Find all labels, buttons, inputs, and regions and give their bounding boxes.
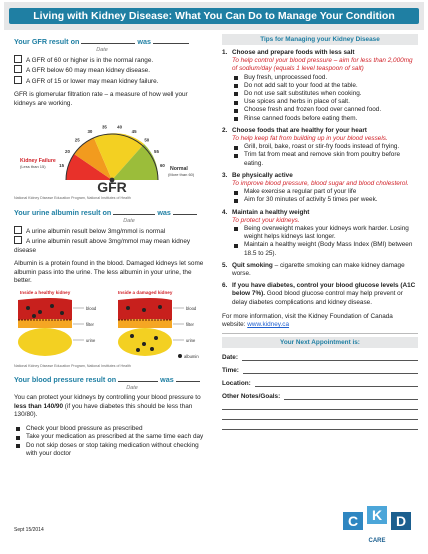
gauge-tick-label: 25 bbox=[74, 137, 80, 143]
bp-bullets bbox=[14, 425, 210, 459]
appointment-section bbox=[222, 333, 418, 430]
checkbox[interactable] bbox=[14, 226, 22, 234]
list-item: Check your blood pressure as prescribed bbox=[14, 425, 210, 433]
list-item: Maintain a healthy weight (Body Mass Index (BMI) between 18.5 to 25). bbox=[222, 241, 418, 257]
albumin-legend-dot bbox=[178, 354, 182, 358]
tip-title: Maintain a healthy weight bbox=[232, 208, 310, 216]
gauge-tick-label: 20 bbox=[65, 149, 70, 155]
gfr-credit: National Kidney Disease Education Program, National Institutes of Health bbox=[14, 196, 131, 201]
albumin-description: Albumin is a protein found in the blood. Damaged kidneys let some albumin pass into the urine. The less albumin in your urine, the better. bbox=[14, 260, 204, 285]
title-bar bbox=[4, 2, 424, 30]
appointment-header: Your Next Appointment is: bbox=[222, 337, 418, 348]
list-item: Do not skip doses or stop taking medication without checking with your doctor bbox=[14, 442, 210, 459]
bp-date-caption: Date bbox=[126, 385, 138, 392]
checkbox[interactable] bbox=[14, 55, 22, 63]
list-item: Being overweight makes your kidneys work harder. Losing weight helps kidneys last longer. bbox=[222, 225, 418, 241]
footer-date: Sept 15/2014 bbox=[14, 527, 44, 533]
gfr-item[interactable]: A GFR of 60 or higher is in the normal range. bbox=[14, 55, 210, 65]
gfr-date-blank[interactable] bbox=[81, 36, 135, 44]
checkbox[interactable] bbox=[14, 76, 22, 84]
list-item: Buy fresh, unprocessed food. bbox=[222, 74, 418, 82]
label-filter: filter bbox=[86, 322, 94, 328]
kidney-illustration bbox=[14, 288, 210, 362]
albumin-result-line bbox=[14, 207, 210, 217]
list-item: Trim fat from meat and remove skin from poultry before eating. bbox=[222, 151, 418, 167]
tip-goal: To improve blood pressure, blood sugar and blood cholesterol. bbox=[232, 180, 409, 188]
gauge-tick-label: 15 bbox=[59, 163, 65, 169]
albumin-date-caption: Date bbox=[123, 218, 135, 225]
appointment-date-field[interactable]: Date: bbox=[222, 354, 418, 361]
bp-result-label: Your blood pressure result on bbox=[14, 375, 117, 385]
notes-line[interactable] bbox=[222, 420, 418, 430]
label-urine-2: urine bbox=[186, 338, 196, 344]
info-text: For more information, visit the Kidney Foundation of Canada website: www.kidney.ca bbox=[222, 312, 393, 329]
bp-value-blank[interactable] bbox=[176, 374, 200, 382]
albumin-date-blank[interactable] bbox=[113, 207, 155, 215]
gauge-tick-label: 60 bbox=[159, 163, 165, 169]
gfr-value-blank[interactable] bbox=[153, 36, 189, 44]
svg-text:C: C bbox=[347, 513, 359, 529]
gauge-tick-label: 55 bbox=[154, 149, 159, 155]
gfr-item[interactable]: A GFR below 60 may mean kidney disease. bbox=[14, 65, 210, 75]
left-column bbox=[14, 36, 210, 458]
tip-item-2: 2. Choose foods that are healthy for your heart To help keep fat from building up in your blood vessels. bbox=[222, 127, 418, 143]
gauge-right-label: Normal bbox=[170, 166, 188, 173]
tip-item-1: 1. Choose and prepare foods with less salt To help control your blood pressure – aim for less than 2,000mg of sodium/day (equals 1 level teaspoon of salt) bbox=[222, 49, 418, 74]
tip-goal: To protect your kidneys. bbox=[232, 216, 300, 224]
albumin-value-blank[interactable] bbox=[173, 207, 197, 215]
gfr-date-caption: Date bbox=[96, 47, 108, 53]
albumin-result-label: Your urine albumin result on bbox=[14, 208, 112, 218]
list-item: Aim for 30 minutes of activity 5 times per week. bbox=[222, 196, 418, 204]
appointment-time-field[interactable]: Time: bbox=[222, 367, 418, 374]
albumin-was: was bbox=[157, 208, 171, 218]
right-column bbox=[222, 34, 418, 430]
list-item: Grill, broil, bake, roast or stir-fry foods instead of frying. bbox=[222, 143, 418, 151]
tip-item-3: 3. Be physically active To improve blood pressure, blood sugar and blood cholesterol. bbox=[222, 172, 418, 188]
gauge-left-sub: (Less than 15) bbox=[20, 164, 46, 170]
tip-item-4: 4. Maintain a healthy weight To protect your kidneys. bbox=[222, 209, 418, 225]
gauge-left-label: Kidney Failure bbox=[20, 158, 56, 165]
gauge-center-label: GFR bbox=[97, 179, 127, 195]
tip-goal: To help control your blood pressure – aim for less than 2,000mg of sodium/day (equals 1 level teaspoon of salt) bbox=[232, 57, 413, 73]
gfr-result-label: Your GFR result on bbox=[14, 37, 80, 46]
damaged-kidney-label: Inside a damaged kidney bbox=[118, 290, 173, 296]
gfr-result-line bbox=[14, 36, 210, 46]
bp-date-blank[interactable] bbox=[118, 374, 158, 382]
label-filter-2: filter bbox=[186, 322, 194, 328]
list-item: Make exercise a regular part of your life bbox=[222, 188, 418, 196]
checkbox[interactable] bbox=[14, 65, 22, 73]
healthy-blood-region bbox=[18, 298, 72, 320]
page-title: Living with Kidney Disease: What You Can Do to Manage Your Condition bbox=[9, 8, 419, 24]
svg-text:CARE: CARE bbox=[368, 538, 386, 544]
gauge-tick-label: 35 bbox=[101, 124, 107, 130]
gfr-gauge bbox=[14, 110, 210, 194]
list-item: Use spices and herbs in place of salt. bbox=[222, 98, 418, 106]
tips-header: Tips for Managing your Kidney Disease bbox=[222, 34, 418, 45]
gfr-item[interactable]: A GFR of 15 or lower may mean kidney failure. bbox=[14, 76, 210, 86]
bp-was: was bbox=[160, 375, 174, 385]
gauge-tick-label: 40 bbox=[117, 124, 123, 130]
list-item: Do not add salt to your food at the table. bbox=[222, 82, 418, 90]
label-blood-2: blood bbox=[186, 306, 197, 312]
tip-item-6: 6. If you have diabetes, control your blood glucose levels (A1C below 7%). Good blood glucose control may help prevent or delay diabetes complications and kidney disease. bbox=[222, 282, 416, 306]
healthy-kidney-label: Inside a healthy kidney bbox=[20, 290, 71, 296]
checkbox[interactable] bbox=[14, 236, 22, 244]
bp-description: You can protect your kidneys by controlling your blood pressure to less than 140/90 (if you have diabetes this should be less than 130/80). bbox=[14, 394, 201, 419]
damaged-urine-region bbox=[118, 328, 172, 356]
list-item: Do not use salt substitutes when cooking. bbox=[222, 90, 418, 98]
healthy-urine-region bbox=[18, 328, 72, 356]
appointment-notes-field[interactable]: Other Notes/Goals: bbox=[222, 393, 418, 400]
ckd-care-logo bbox=[341, 502, 417, 546]
tip-goal: To help keep fat from building up in your blood vessels. bbox=[232, 135, 388, 143]
tips-list bbox=[222, 49, 418, 258]
tip-item-5: 5. Quit smoking – cigarette smoking can make kidney damage worse. bbox=[222, 261, 405, 278]
gauge-tick-label: 30 bbox=[87, 128, 93, 134]
list-item: Take your medication as prescribed at the same time each day bbox=[14, 433, 210, 441]
notes-line[interactable] bbox=[222, 410, 418, 420]
albumin-item[interactable]: A urine albumin result above 3mg/mmol may mean kidney disease bbox=[14, 238, 191, 254]
gauge-tick-label: 45 bbox=[131, 128, 137, 134]
appointment-location-field[interactable]: Location: bbox=[222, 380, 418, 387]
kidney-website-link[interactable]: www.kidney.ca bbox=[247, 321, 290, 329]
svg-text:K: K bbox=[371, 507, 383, 523]
list-item: Choose fresh and frozen food over canned food. bbox=[222, 106, 418, 114]
gfr-was: was bbox=[137, 37, 151, 46]
albumin-credit: National Kidney Disease Education Program, National Institutes of Health bbox=[14, 364, 131, 369]
tip-title: Be physically active bbox=[232, 171, 293, 179]
label-urine: urine bbox=[86, 338, 96, 344]
notes-line[interactable] bbox=[222, 400, 418, 410]
gauge-right-sub: (More than 60) bbox=[168, 172, 195, 178]
label-albumin: albumin bbox=[184, 354, 199, 360]
label-blood: blood bbox=[86, 306, 97, 312]
svg-text:D: D bbox=[395, 513, 407, 529]
bp-result-line bbox=[14, 374, 210, 384]
gfr-definition: GFR is glomerular filtration rate – a measure of how well your kidneys are working. bbox=[14, 91, 188, 107]
gauge-tick-label: 50 bbox=[144, 137, 150, 143]
tip-title: Choose foods that are healthy for your heart bbox=[232, 126, 367, 134]
tip-title: Choose and prepare foods with less salt bbox=[232, 49, 355, 56]
albumin-item[interactable]: A urine albumin result below 3mg/mmol is normal bbox=[14, 226, 210, 236]
list-item: Rinse canned foods before eating them. bbox=[222, 115, 418, 123]
